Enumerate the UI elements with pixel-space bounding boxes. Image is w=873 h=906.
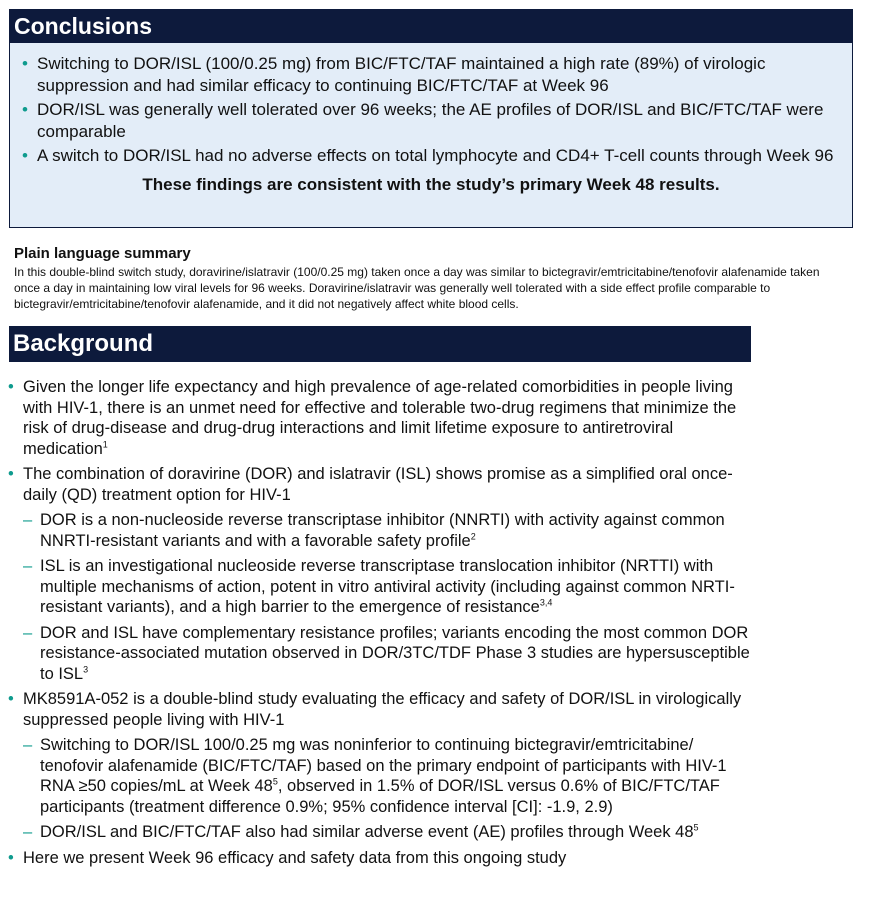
reference-superscript: 5 bbox=[693, 822, 699, 833]
reference-superscript: 3,4 bbox=[539, 597, 553, 608]
bullet-marker: • bbox=[8, 690, 14, 708]
reference-superscript: 1 bbox=[102, 439, 108, 449]
conclusion-item: • Switching to DOR/ISL (100/0.25 mg) from BIC/FTC/TAF maintained a high rate (89%) of virologic suppression and had similar efficacy to continuing BIC/FTC/TAF at Week 96 bbox=[22, 54, 766, 95]
background-list bbox=[8, 377, 758, 873]
background-heading: Background bbox=[9, 326, 751, 362]
conclusion-item: • A switch to DOR/ISL had no adverse effects on total lymphocyte and CD4+ T-cell counts through Week 96 bbox=[22, 146, 834, 165]
plain-language-summary bbox=[14, 244, 844, 312]
conclusions-box bbox=[9, 9, 853, 228]
reference-superscript: 5 bbox=[272, 776, 278, 787]
bullet-marker: • bbox=[8, 848, 14, 867]
conclusions-heading: Conclusions bbox=[10, 10, 852, 43]
background-subbullet: – DOR/ISL and BIC/FTC/TAF also had similar adverse event (AE) profiles through Week $48^5$ bbox=[23, 822, 699, 841]
background-subbullet: – ISL is an investigational nucleoside reverse transcriptase translocation inhibitor (NRTTI) with multiple mechanisms of action, potent in vitro antiviral activity (including against common NRTI-resistant variants), and a high barrier to the emergence of resistance$^{3,4}$ bbox=[23, 557, 735, 616]
background-bullet: • The combination of doravirine (DOR) and islatravir (ISL) shows promise as a simplified oral once-daily (QD) treatment option for HIV-1 bbox=[8, 465, 733, 504]
background-subbullet: – DOR is a non-nucleoside reverse transcriptase inhibitor (NNRTI) with activity against common NNRTI-resistant variants and with a favorable safety profile$^2$ bbox=[23, 511, 725, 550]
dash-marker: – bbox=[23, 623, 33, 642]
background-subbullet: – Switching to DOR/ISL 100/0.25 mg was noninferior to continuing bictegravir/emtricitabine/ tenofovir alafenamide (BIC/FTC/TAF) based on the primary endpoint of participants with HIV-1 RNA ≥50 copies/mL at Week $48^5$, observed in 1.5% of DOR/ISL versus 0.6% of BIC/FTC/TAF participants (treatment difference 0.9%; 95% confidence interval [CI]: -1.9, 2.9) bbox=[23, 736, 727, 816]
bullet-marker: • bbox=[22, 54, 28, 73]
conclusions-final-statement: These findings are consistent with the study’s primary Week 48 results. bbox=[142, 175, 720, 194]
conclusions-list bbox=[10, 43, 852, 167]
background-bullet: • Given the longer life expectancy and high prevalence of age-related comorbidities in people living with HIV-1, there is an unmet need for effective and tolerable two-drug regimens that minimize the risk of drug-disease and drug-drug interactions and limit lifetime exposure to antiretroviral medication$^1$ bbox=[8, 378, 737, 458]
conclusion-item: • DOR/ISL was generally well tolerated over 96 weeks; the AE profiles of DOR/ISL and BIC/FTC/TAF were comparable bbox=[22, 100, 824, 141]
background-bullet: • Here we present Week 96 efficacy and safety data from this ongoing study bbox=[8, 848, 567, 867]
bullet-marker: • bbox=[8, 378, 14, 396]
reference-superscript: 3 bbox=[83, 664, 89, 674]
background-subbullet: – DOR and ISL have complementary resistance profiles; variants encoding the most common DOR resistance-associated mutation observed in DOR/3TC/TDF Phase 3 studies are hypersusceptible to ISL$^3$ bbox=[23, 623, 750, 683]
background-bullet: • MK8591A-052 is a double-blind study evaluating the efficacy and safety of DOR/ISL in virologically suppressed people living with HIV-1 bbox=[8, 690, 742, 729]
reference-superscript: 2 bbox=[470, 531, 476, 541]
pls-title: Plain language summary bbox=[14, 245, 191, 262]
bullet-marker: • bbox=[22, 100, 28, 119]
dash-marker: – bbox=[23, 736, 33, 754]
bullet-marker: • bbox=[8, 465, 14, 483]
bullet-marker: • bbox=[22, 146, 28, 165]
dash-marker: – bbox=[23, 823, 33, 841]
pls-body: In this double-blind switch study, doravirine/islatravir (100/0.25 mg) taken once a day was similar to bictegravir/emtricitabine/tenofovir alafenamide taken once a day in maintaining low viral levels for 96 weeks. Doravirine/islatravir was generally well tolerated with a side effect profile comparable to bictegravir/emtricitabine/tenofovir alafenamide, and it did not negatively affect white blood cells. bbox=[14, 265, 820, 311]
dash-marker: – bbox=[23, 511, 33, 529]
dash-marker: – bbox=[23, 557, 33, 575]
